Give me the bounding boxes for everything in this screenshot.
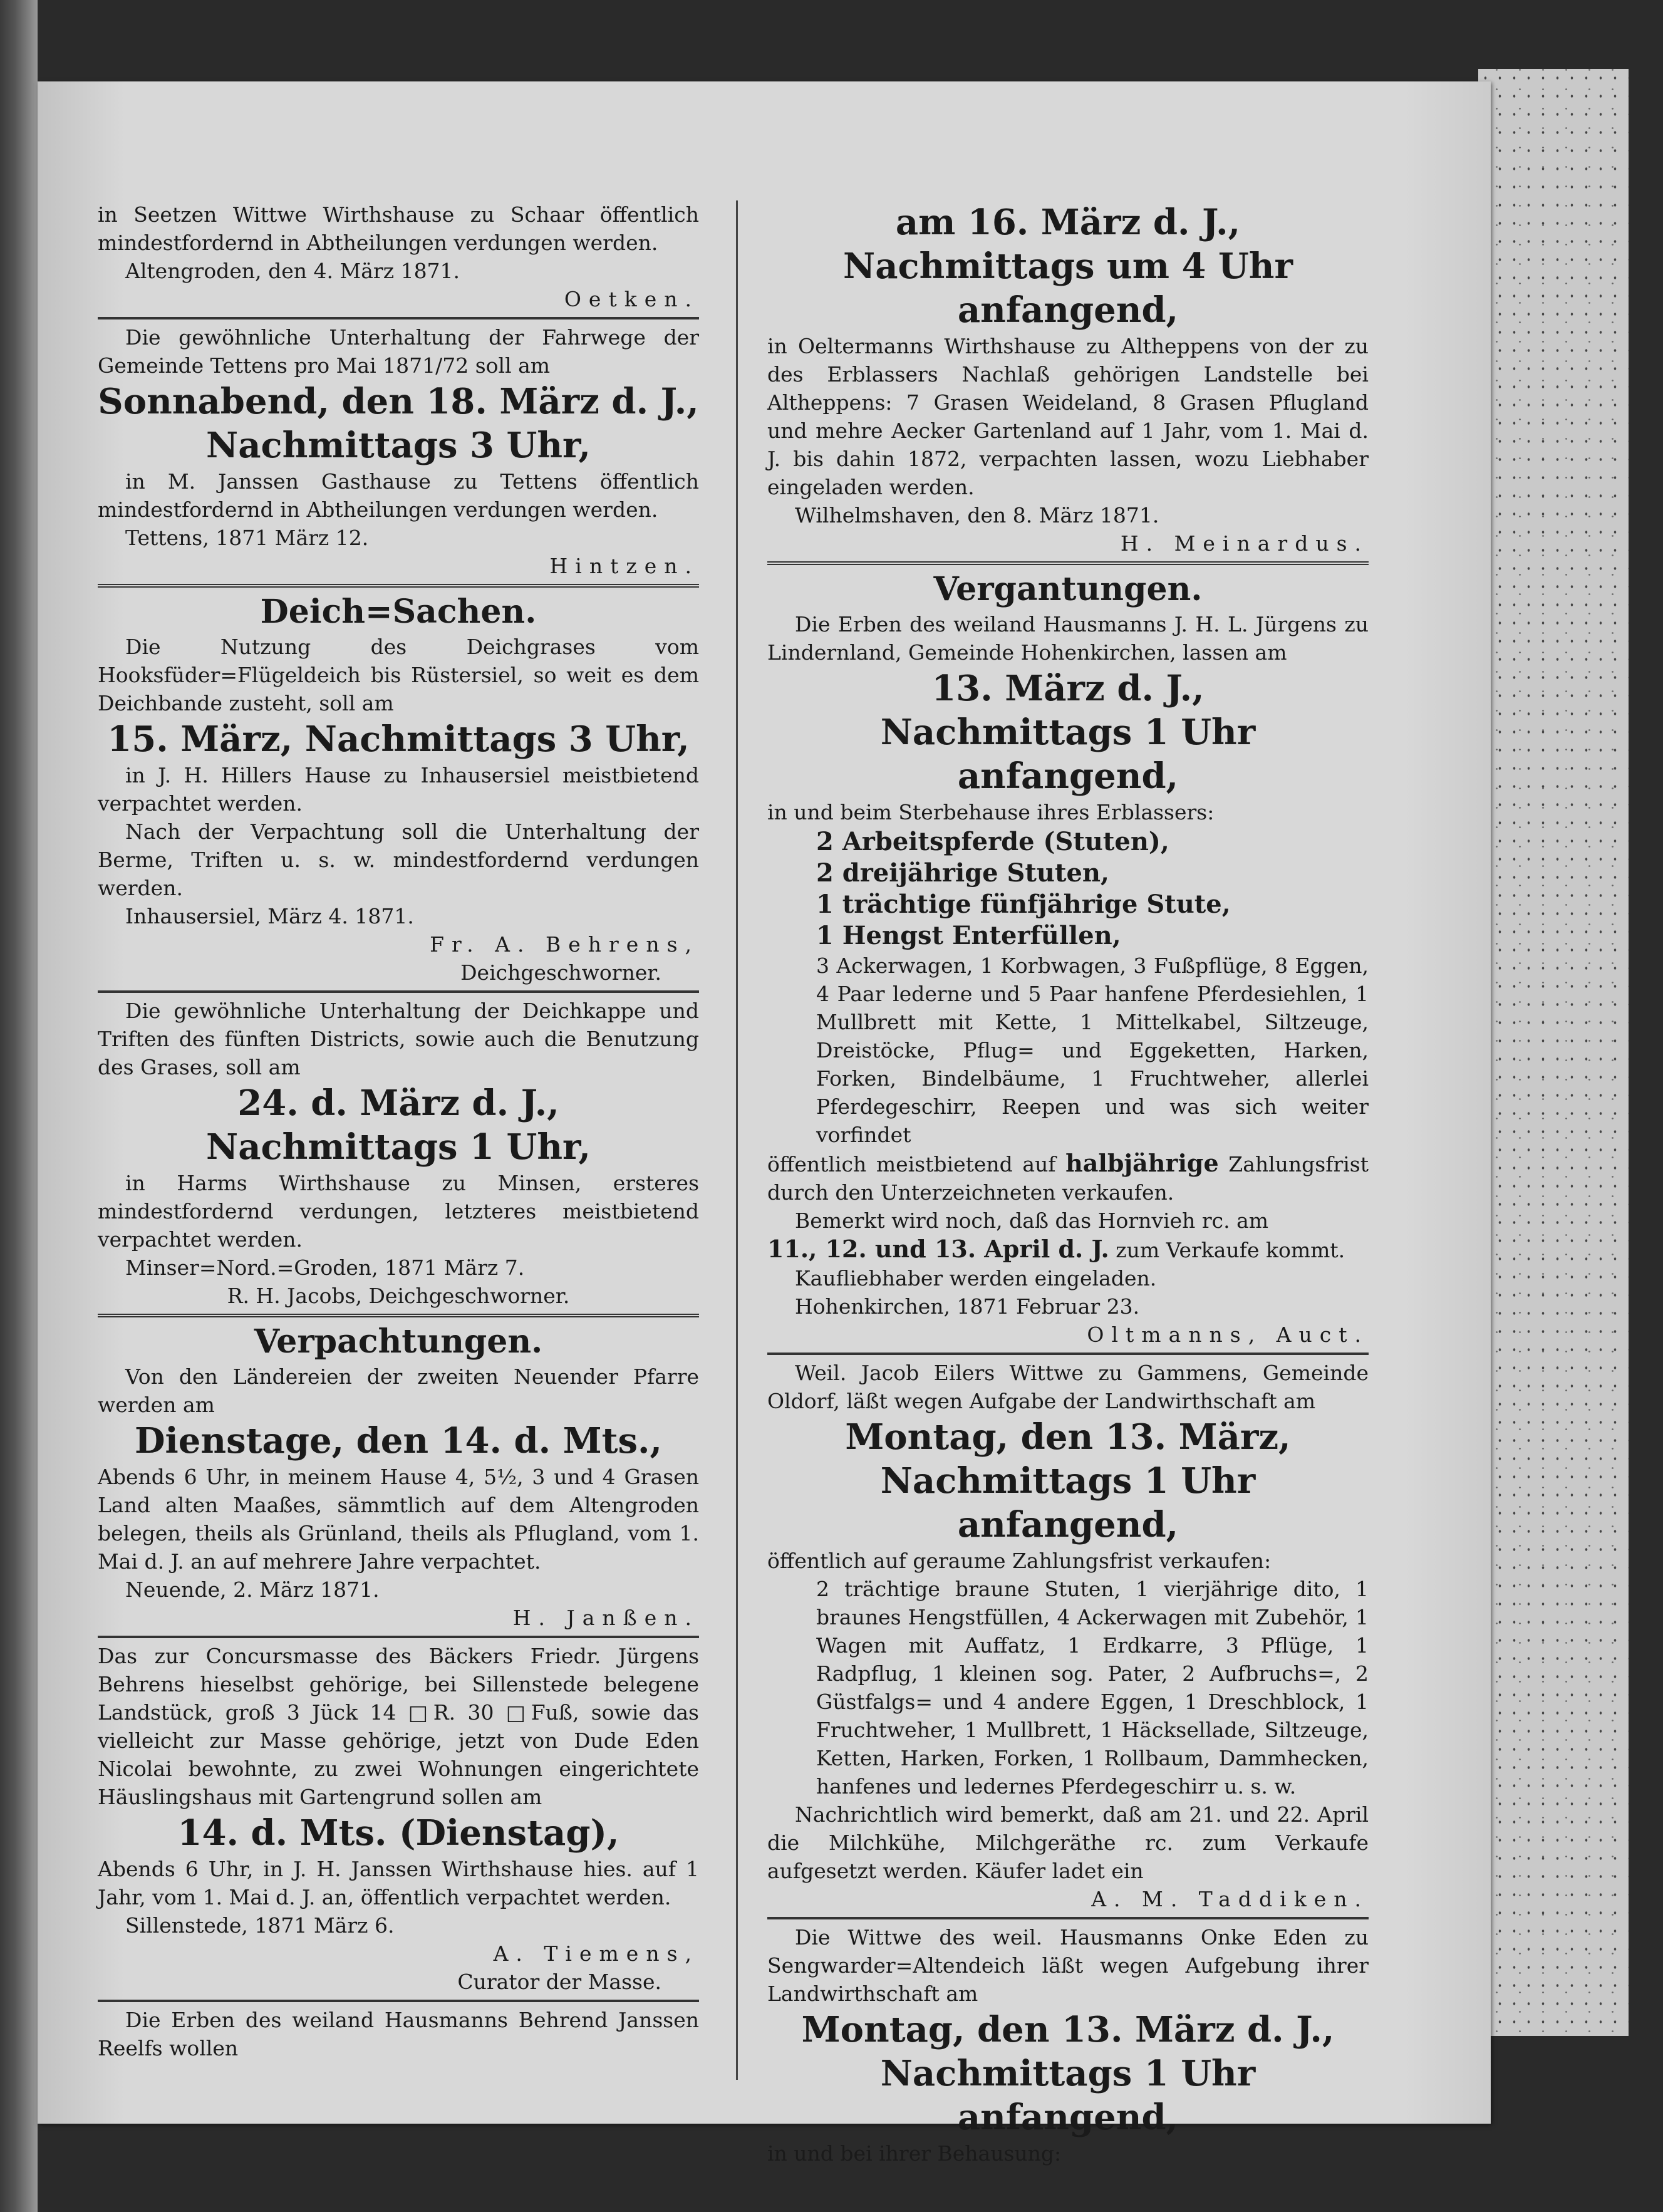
notice-text: in Harms Wirthshause zu Minsen, ersteres mindestfordernd verdungen, letzteres meistbietend verpachtet werden. [98,1171,699,1252]
left-column [98,200,699,2062]
list-item: 1 Hengst Enterfüllen, [816,921,1121,950]
place-date: Neuende, 2. März 1871. [125,1577,380,1602]
divider [98,1314,699,1317]
newspaper-page [38,81,1491,2166]
divider [767,1917,1369,1919]
signature: R. H. Jacobs, Deichgeschworner. [227,1284,570,1308]
notice-text: Die gewöhnliche Unterhaltung der Fahrwege der Gemeinde Tettens pro Mai 1871/72 soll am [98,325,699,378]
place-date: Hohenkirchen, 1871 Februar 23. [795,1294,1140,1319]
time-heading: Nachmittags 1 Uhr anfangend, [880,1460,1256,1545]
notice-text: Die Wittwe des weil. Hausmanns Onke Eden zu Sengwarder=Altendeich läßt wegen Aufgebung ihrer Landwirthschaft am [767,1925,1369,2006]
date-heading: 15. März, Nachmittags 3 Uhr, [107,719,690,760]
time-heading: Nachmittags um 4 Uhr anfangend, [843,246,1293,331]
section-heading: Deich=Sachen. [260,593,537,631]
notice-text: in und bei ihrer Behausung: [767,2141,1062,2166]
signature: Oltmanns, Auct. [1087,1322,1369,1347]
notice-text: in Seetzen Wittwe Wirthshause zu Schaar öffentlich mindestfordernd in Abtheilungen verdungen werden. [98,202,699,255]
list-item: 3 Ackerwagen, 1 Korbwagen, 3 Fußpflüge, 8 Eggen, 4 Paar lederne und 5 Paar hanfene Pferdesiehlen, 1 Mullbrett mit Kette, 1 Mittelkabel, Siltzeuge, Dreistöcke, Pflug= und Eggeketten, Harken, Forken, Bindelbäume, 1 Fruchtweher, allerlei Pferdegeschirr, Reepen und was sich weiter vorfindet [816,953,1369,1147]
time-heading: Nachmittags 1 Uhr anfangend, [880,712,1256,797]
notice-text [767,1149,1369,1207]
divider [767,561,1369,565]
place-date: Minser=Nord.=Groden, 1871 März 7. [125,1255,525,1280]
notice-text: Nach der Verpachtung soll die Unterhaltung der Berme, Triften u. s. w. mindestfordernd verdungen werden. [98,819,699,900]
signature: A. Tiemens, [493,1941,699,1966]
signature: H. Meinardus. [1120,531,1369,556]
notice-text: Die gewöhnliche Unterhaltung der Deichkappe und Triften des fünften Districts, sowie auch die Benutzung des Grases, soll am [98,999,699,1079]
time-heading: Nachmittags 3 Uhr, [206,425,591,466]
place-date: Sillenstede, 1871 März 6. [125,1913,395,1938]
list-item: 2 dreijährige Stuten, [816,858,1109,888]
place-date: Tettens, 1871 März 12. [125,526,369,550]
notice-text: öffentlich auf geraume Zahlungsfrist verkaufen: [767,1549,1272,1573]
notice-text: Nachrichtlich wird bemerkt, daß am 21. und 22. April die Milchkühe, Milchgeräthe rc. zum Verkaufe aufgesetzt werden. Käufer ladet ein [767,1802,1369,1883]
notice-text-part: öffentlich meistbietend auf [767,1152,1056,1176]
emphasis-text: halbjährige [1065,1149,1219,1177]
notice-text: Kaufliebhaber werden eingeladen. [795,1266,1157,1290]
section-heading: Vergantungen. [933,570,1203,608]
list-item: 1 trächtige fünfjährige Stute, [816,890,1231,919]
back-page-edge [1478,69,1629,2036]
notice-text: in Oeltermanns Wirthshause zu Altheppens von der zu des Erblassers Nachlaß gehörigen Landstelle bei Altheppens: 7 Grasen Weideland, 8 Grasen Pflugland und mehre Aecker Gartenland auf 1 Jahr, vom 1. Mai d. J. bis dahin 1872, verpachten lassen, wozu Liebhaber eingeladen werden. [767,334,1369,499]
date-heading: Dienstage, den 14. d. Mts., [134,1420,663,1462]
signature: Fr. A. Behrens, [430,932,699,957]
notice-text [767,1235,1369,1264]
notice-text: Die Erben des weiland Hausmanns Behrend Janssen Reelfs wollen [98,2008,699,2060]
notice-text: Abends 6 Uhr, in meinem Hause 4, 5½, 3 und 4 Grasen Land alten Maaßes, sämmtlich auf dem Altengroden belegen, theils als Grünland, theils als Pflugland, vom 1. Mai d. J. an auf mehrere Jahre verpachtet. [98,1465,699,1574]
divider [98,584,699,588]
notice-text: in und beim Sterbehause ihres Erblassers: [767,800,1215,824]
time-heading: Nachmittags 1 Uhr, [206,1126,591,1168]
divider [98,2000,699,2002]
date-heading: 14. d. Mts. (Dienstag), [177,1812,619,1854]
divider [98,1636,699,1638]
signature: Oetken. [564,287,699,311]
signature-title: Curator der Masse. [457,1970,661,1994]
notice-text: Das zur Concursmasse des Bäckers Friedr. Jürgens Behrens hieselbst gehörige, bei Sillenstede belegene Landstück, groß 3 Jück 14 □R. 30 □Fuß, sowie das vielleicht zur Masse gehörige, jetzt von Dude Eden Nicolai bewohnte, zu zwei Wohnungen eingerichtete Häuslingshaus mit Gartengrund sollen am [98,1644,699,1809]
time-heading: Nachmittags 1 Uhr anfangend, [880,2053,1256,2138]
date-heading: Sonnabend, den 18. März d. J., [98,381,699,422]
signature: A. M. Taddiken. [1091,1887,1369,1911]
notice-text: Die Erben des weiland Hausmanns J. H. L. Jürgens zu Lindernland, Gemeinde Hohenkirchen, lassen am [767,612,1369,665]
notice-text: Von den Ländereien der zweiten Neuender Pfarre werden am [98,1364,699,1417]
notice-text: Bemerkt wird noch, daß das Hornvieh rc. am [795,1208,1269,1233]
section-heading: Verpachtungen. [254,1322,543,1361]
notice-text-part: zum Verkaufe kommt. [1116,1238,1345,1262]
date-heading: Montag, den 13. März d. J., [801,2009,1335,2050]
signature: H. Janßen. [512,1606,699,1630]
notice-text: Die Nutzung des Deichgrases vom Hooksfüder=Flügeldeich bis Rüstersiel, so weit es dem Deichbande zusteht, soll am [98,635,699,715]
divider [98,990,699,993]
emphasis-text: 11., 12. und 13. April d. J. [767,1235,1109,1263]
notice-text: in J. H. Hillers Hause zu Inhausersiel meistbietend verpachtet werden. [98,763,699,816]
divider [767,1353,1369,1355]
date-heading: 13. März d. J., [931,668,1205,709]
place-date: Inhausersiel, März 4. 1871. [125,904,414,928]
notice-text-part: Zahlungsfrist durch den Unterzeichneten verkaufen. [767,1152,1369,1205]
divider [98,317,699,319]
place-date: Altengroden, den 4. März 1871. [125,259,460,283]
list-item: 2 trächtige braune Stuten, 1 vierjährige dito, 1 braunes Hengstfüllen, 4 Ackerwagen mit Zubehör, 1 Wagen mit Auffatz, 1 Erdkarre, 3 Pflüge, 1 Radpflug, 1 kleinen sog. Pater, 2 Aufbruchs=, 2 Güstfalgs= und 4 andere Eggen, 1 Dreschblock, 1 Fruchtweher, 1 Mullbrett, 1 Häcksellade, Siltzeuge, Ketten, Harken, Forken, 1 Rollbaum, Dammhecken, hanfenes und ledernes Pferdegeschirr u. s. w. [816,1577,1369,1799]
signature: Hintzen. [549,554,699,578]
left-background [0,0,38,2212]
list-item: 2 Arbeitspferde (Stuten), [816,827,1169,856]
date-heading: 24. d. März d. J., [237,1083,559,1124]
right-column [767,200,1369,2168]
place-date: Wilhelmshaven, den 8. März 1871. [795,503,1159,527]
signature-title: Deichgeschworner. [460,960,661,985]
notice-text: in M. Janssen Gasthause zu Tettens öffentlich mindestfordernd in Abtheilungen verdungen werden. [98,469,699,522]
notice-text: Weil. Jacob Eilers Wittwe zu Gammens, Gemeinde Oldorf, läßt wegen Aufgabe der Landwirthschaft am [767,1361,1369,1413]
date-heading: am 16. März d. J., [895,202,1241,243]
notice-text: Abends 6 Uhr, in J. H. Janssen Wirthshause hies. auf 1 Jahr, vom 1. Mai d. J. an, öffentlich verpachtet werden. [98,1857,699,1909]
column-rule [736,200,738,2080]
date-heading: Montag, den 13. März, [845,1416,1291,1458]
